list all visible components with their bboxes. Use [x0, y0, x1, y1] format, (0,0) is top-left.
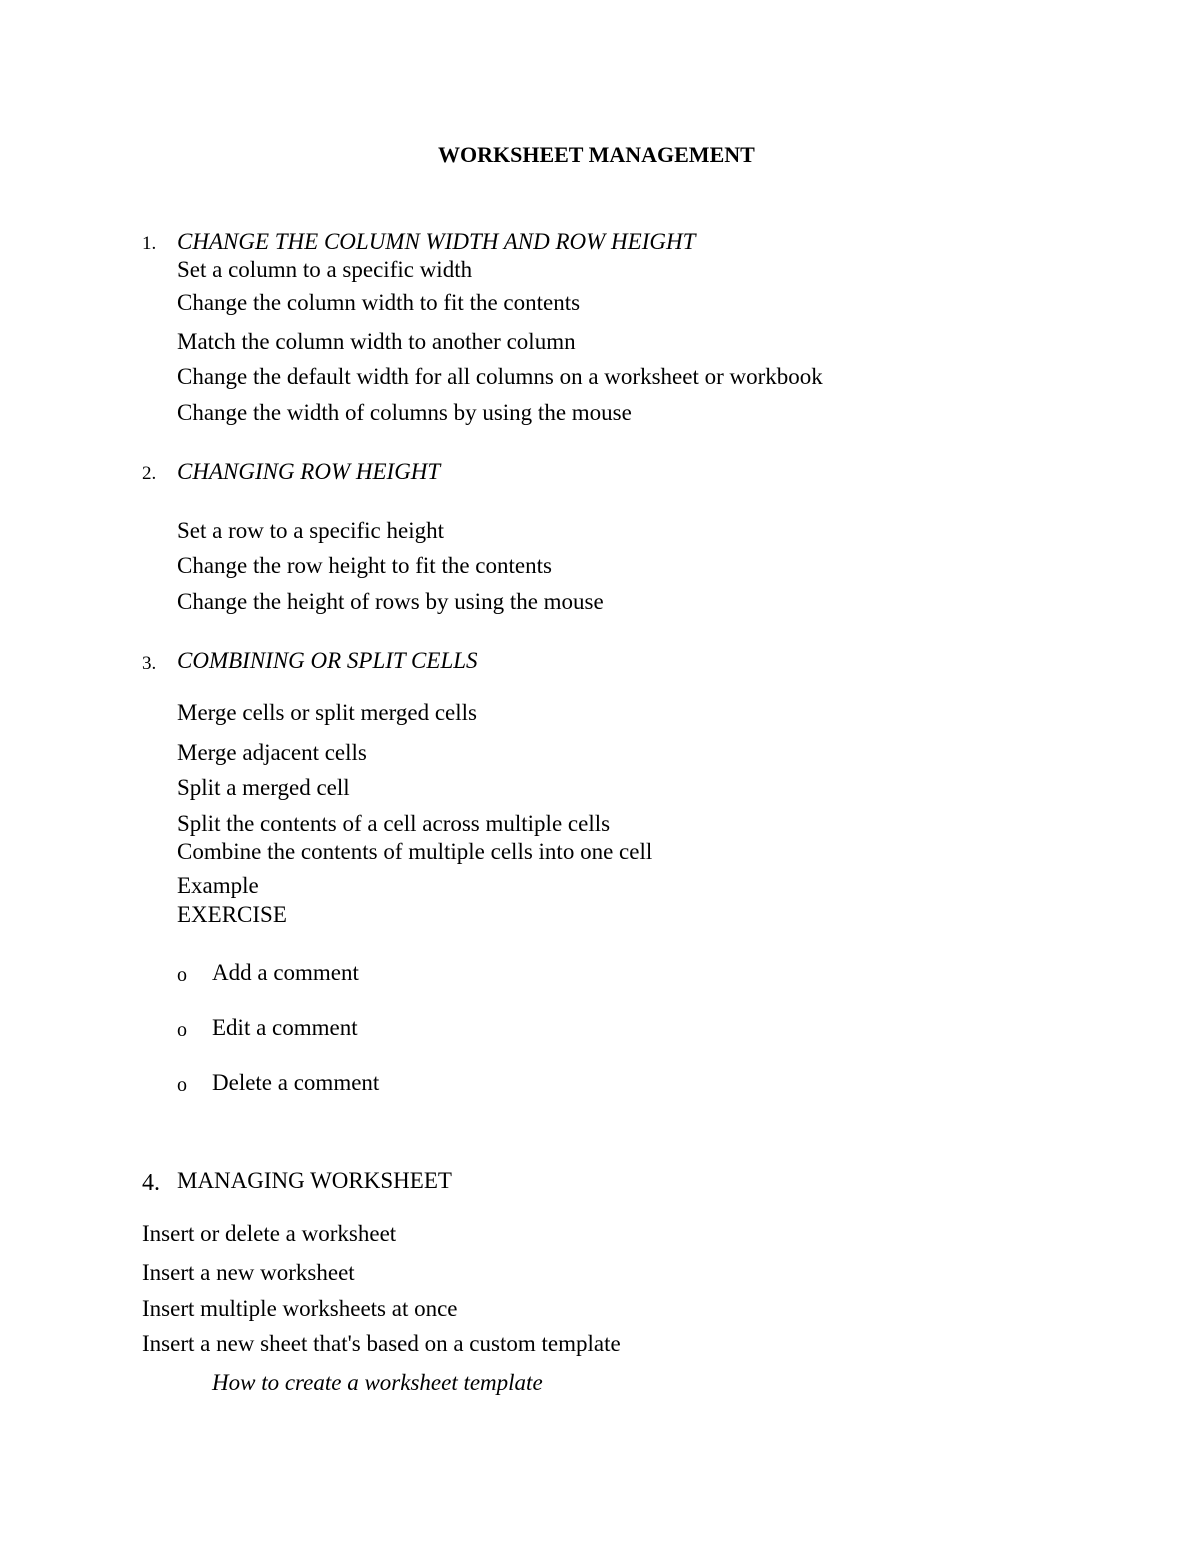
section-4-item-3: Insert multiple worksheets at once [142, 1296, 458, 1321]
section-3-item-2: Merge adjacent cells [177, 740, 367, 765]
section-1-item-3: Match the column width to another column [177, 329, 576, 354]
page-title: WORKSHEET MANAGEMENT [438, 142, 755, 167]
section-4-heading: MANAGING WORKSHEET [177, 1168, 452, 1193]
bullet-item-add-comment: Add a comment [212, 960, 359, 985]
section-3-item-7: EXERCISE [177, 902, 287, 927]
bullet-item-delete-comment: Delete a comment [212, 1070, 380, 1095]
section-4-subitem: How to create a worksheet template [212, 1370, 543, 1395]
section-3-item-3: Split a merged cell [177, 775, 350, 800]
section-1-number: 1. [142, 233, 157, 254]
section-1-item-5: Change the width of columns by using the mouse [177, 400, 632, 425]
section-4-number: 4. [142, 1170, 160, 1196]
section-1-heading: CHANGE THE COLUMN WIDTH AND ROW HEIGHT [177, 229, 696, 254]
section-2-item-1: Set a row to a specific height [177, 518, 444, 543]
section-3-heading: COMBINING OR SPLIT CELLS [177, 648, 478, 673]
section-3-number: 3. [142, 653, 157, 674]
section-3-item-1: Merge cells or split merged cells [177, 700, 477, 725]
section-4-item-1: Insert or delete a worksheet [142, 1221, 397, 1246]
section-2-item-2: Change the row height to fit the contents [177, 553, 552, 578]
bullet-item-edit-comment: Edit a comment [212, 1015, 358, 1040]
section-3-item-5: Combine the contents of multiple cells into one cell [177, 839, 653, 864]
section-1-item-1: Set a column to a specific width [177, 257, 473, 282]
section-4-item-2: Insert a new worksheet [142, 1260, 355, 1285]
bullet-marker: o [177, 964, 187, 986]
section-3-item-6: Example [177, 873, 259, 898]
section-1-item-2: Change the column width to fit the contents [177, 290, 581, 315]
bullet-marker: o [177, 1019, 187, 1041]
section-4-item-4: Insert a new sheet that's based on a custom template [142, 1331, 621, 1356]
section-3-item-4: Split the contents of a cell across multiple cells [177, 811, 611, 836]
section-2-heading: CHANGING ROW HEIGHT [177, 459, 441, 484]
bullet-marker: o [177, 1074, 187, 1096]
section-2-item-3: Change the height of rows by using the mouse [177, 589, 604, 614]
section-2-number: 2. [142, 463, 157, 484]
section-1-item-4: Change the default width for all columns on a worksheet or workbook [177, 364, 823, 389]
